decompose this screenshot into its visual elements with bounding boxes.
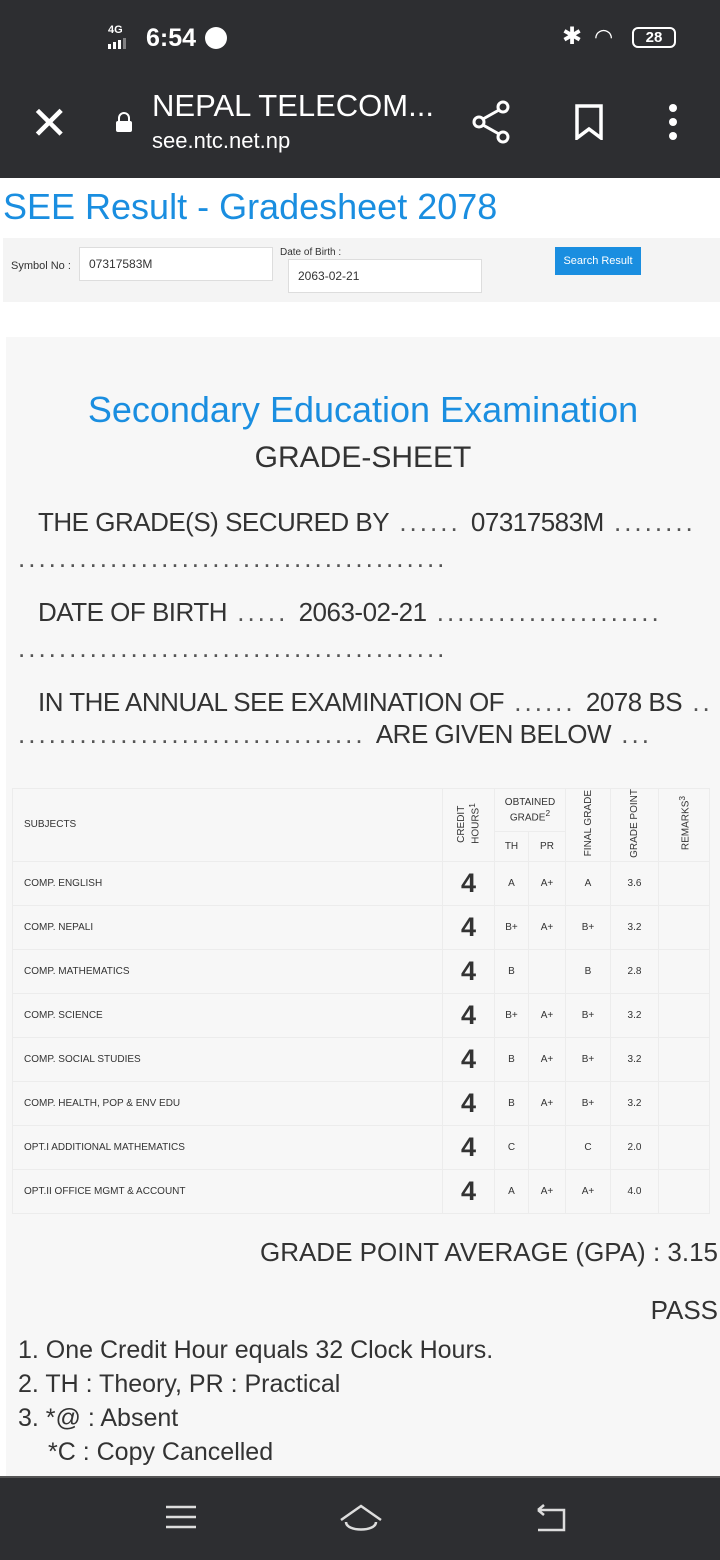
table-row [13, 993, 710, 1037]
cell-subject: COMP. MATHEMATICS [13, 949, 443, 993]
share-icon[interactable] [470, 98, 512, 144]
table-row [13, 1169, 710, 1213]
exam-year: 2078 BS [585, 687, 683, 717]
table-row [13, 1125, 710, 1169]
clock: 6:54 [146, 24, 197, 52]
page-heading: SEE Result - Gradesheet 2078 [3, 186, 498, 227]
header-final: FINAL GRADE [582, 790, 594, 857]
cell-pr: A+ [529, 1169, 566, 1213]
given-below-line: .................................. ARE GIVEN BELOW ... [18, 719, 652, 749]
table-row [13, 1081, 710, 1125]
cell-subject: COMP. HEALTH, POP & ENV EDU [13, 1081, 443, 1125]
cell-pr: A+ [529, 993, 566, 1037]
dob-input[interactable]: 2063-02-21 [288, 259, 482, 293]
cell-remarks [659, 861, 710, 905]
dotted-line: .......................................... [18, 633, 448, 663]
cell-th: B+ [495, 993, 529, 1037]
cell-pr [529, 949, 566, 993]
cell-subject: COMP. SCIENCE [13, 993, 443, 1037]
grades-table [12, 788, 710, 1214]
table-row [13, 861, 710, 905]
back-icon[interactable] [532, 1502, 568, 1541]
dob-line: DATE OF BIRTH ..... 2063-02-21 ...................... [38, 597, 662, 627]
cell-credit: 4 [443, 949, 495, 993]
cell-pr: A+ [529, 905, 566, 949]
header-remarks: REMARKS$^3$ [676, 796, 692, 851]
cell-gp: 3.2 [611, 993, 659, 1037]
cell-gp: 3.2 [611, 905, 659, 949]
dotted-line: .......................................... [18, 543, 448, 573]
cell-remarks [659, 1081, 710, 1125]
cell-subject: COMP. SOCIAL STUDIES [13, 1037, 443, 1081]
cell-gp: 4.0 [611, 1169, 659, 1213]
note: *C : Copy Cancelled [48, 1438, 274, 1466]
cell-credit: 4 [443, 1125, 495, 1169]
messenger-icon [205, 27, 227, 49]
cell-gp: 3.6 [611, 861, 659, 905]
cell-pr: A+ [529, 861, 566, 905]
secured-by-label: THE GRADE(S) SECURED BY [38, 507, 390, 537]
gpa: GRADE POINT AVERAGE (GPA) : 3.15 [259, 1237, 718, 1267]
symbol-label: Symbol No : [11, 260, 71, 272]
dob-label: Date of Birth : [280, 247, 342, 258]
browser-toolbar [0, 78, 720, 178]
given-below-text: ARE GIVEN BELOW [375, 719, 612, 749]
more-options-icon[interactable] [663, 102, 683, 142]
cell-th: B+ [495, 905, 529, 949]
cell-final: B+ [566, 1037, 611, 1081]
header-subjects: SUBJECTS [13, 789, 443, 862]
cell-credit: 4 [443, 1169, 495, 1213]
exam-line: IN THE ANNUAL SEE EXAMINATION OF ...... 2078 BS .. [38, 687, 713, 717]
header-pr: PR [529, 831, 566, 861]
cell-subject: COMP. NEPALI [13, 905, 443, 949]
cell-remarks [659, 1037, 710, 1081]
network-type: 4G [108, 24, 123, 36]
symbol-number: 07317583M [470, 507, 604, 537]
cell-final: A+ [566, 1169, 611, 1213]
cell-remarks [659, 949, 710, 993]
cell-final: B+ [566, 1081, 611, 1125]
cell-subject: OPT.II OFFICE MGMT & ACCOUNT [13, 1169, 443, 1213]
header-obtained: OBTAINED GRADE$^2$ [495, 789, 566, 832]
gradesheet-subtitle: GRADE-SHEET [254, 441, 472, 474]
cell-remarks [659, 905, 710, 949]
status-bar [0, 0, 720, 78]
grade-sheet [6, 337, 720, 1476]
cell-credit: 4 [443, 861, 495, 905]
cell-remarks [659, 993, 710, 1037]
cell-final: B [566, 949, 611, 993]
cell-gp: 2.8 [611, 949, 659, 993]
wifi-icon: ◠ [594, 24, 614, 49]
search-form [3, 238, 720, 302]
cell-final: B+ [566, 905, 611, 949]
cell-th: B [495, 1037, 529, 1081]
battery-level: 28 [632, 27, 676, 48]
exam-label: IN THE ANNUAL SEE EXAMINATION OF [38, 687, 505, 717]
cell-final: C [566, 1125, 611, 1169]
cell-th: B [495, 1081, 529, 1125]
cell-gp: 3.2 [611, 1037, 659, 1081]
header-grade-point: GRADE POINT [629, 789, 640, 858]
cell-final: B+ [566, 993, 611, 1037]
secured-by-line: THE GRADE(S) SECURED BY ...... 07317583M ........ [38, 507, 696, 537]
cell-credit: 4 [443, 1081, 495, 1125]
note: 3. *@ : Absent [18, 1404, 179, 1432]
cell-remarks [659, 1125, 710, 1169]
cell-subject: COMP. ENGLISH [13, 861, 443, 905]
cell-th: B [495, 949, 529, 993]
cell-pr [529, 1125, 566, 1169]
home-icon[interactable] [338, 1502, 384, 1541]
dob-text-label: DATE OF BIRTH [38, 597, 227, 627]
page-title-bar: NEPAL TELECOM... [152, 88, 434, 123]
bluetooth-icon: ✱ [562, 23, 583, 50]
cell-remarks [659, 1169, 710, 1213]
menu-icon[interactable] [164, 1502, 198, 1537]
dob-value: 2063-02-21 [298, 597, 427, 627]
cell-credit: 4 [443, 905, 495, 949]
cell-credit: 4 [443, 993, 495, 1037]
header-credit: CREDIT HOURS$^1$ [455, 803, 482, 844]
cell-th: C [495, 1125, 529, 1169]
cell-pr: A+ [529, 1037, 566, 1081]
header-th: TH [495, 831, 529, 861]
note: 1. One Credit Hour equals 32 Clock Hours. [18, 1336, 494, 1364]
cell-th: A [495, 861, 529, 905]
table-row [13, 949, 710, 993]
cell-credit: 4 [443, 1037, 495, 1081]
bookmark-icon[interactable] [574, 104, 604, 140]
cell-gp: 3.2 [611, 1081, 659, 1125]
close-icon[interactable]: ✕ [30, 97, 69, 149]
lock-icon [114, 112, 134, 132]
table-row [13, 905, 710, 949]
table-row [13, 1037, 710, 1081]
search-result-button[interactable]: Search Result [555, 247, 641, 275]
url-display[interactable]: see.ntc.net.np [152, 128, 291, 153]
cell-subject: OPT.I ADDITIONAL MATHEMATICS [13, 1125, 443, 1169]
note: 2. TH : Theory, PR : Practical [18, 1370, 341, 1398]
cell-pr: A+ [529, 1081, 566, 1125]
footnotes [18, 1333, 493, 1469]
cell-gp: 2.0 [611, 1125, 659, 1169]
signal-icon [108, 38, 126, 49]
cell-th: A [495, 1169, 529, 1213]
navigation-bar [0, 1476, 720, 1560]
symbol-input[interactable]: 07317583M [79, 247, 273, 281]
result-status: PASS [650, 1295, 718, 1325]
cell-final: A [566, 861, 611, 905]
exam-title: Secondary Education Examination [87, 389, 639, 430]
